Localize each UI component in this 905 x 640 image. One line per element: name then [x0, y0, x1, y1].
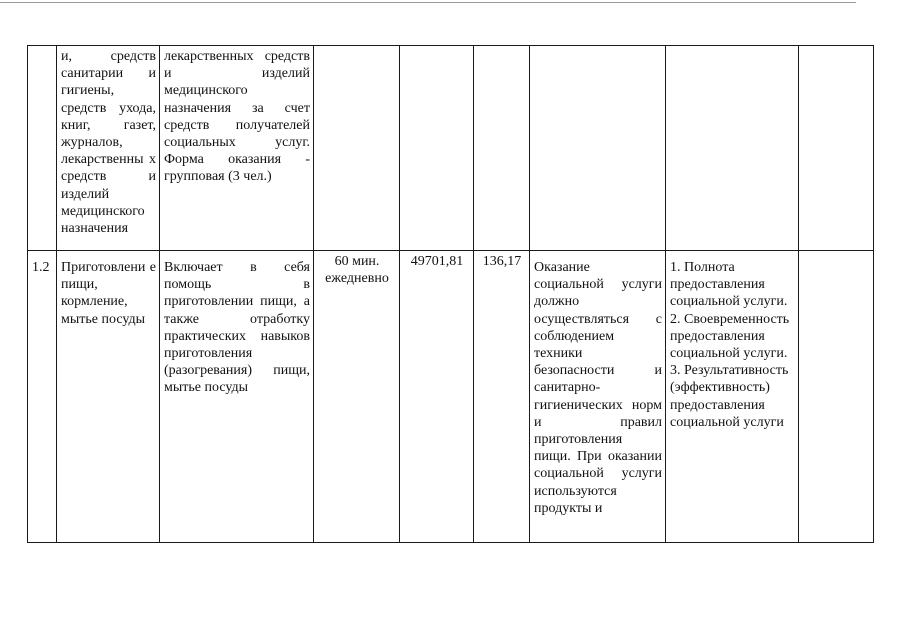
conditions-cell	[530, 251, 666, 543]
service-description: Включает в себя помощь в приготовлении пищи, а также отработку практических навыков приготовления (разогревания) пищи, мытье посуды	[164, 260, 310, 396]
table-row	[28, 46, 874, 251]
service-conditions: Оказание социальной услуги должно осуществляться с соблюдением техники безопасности и санитарно-гигиенических норм и правил приготовления пищи. При оказании социальной услуги используются продукты и	[534, 260, 662, 516]
tariff-cell	[474, 251, 530, 543]
page-top-rule	[0, 2, 856, 3]
service-name: Приготовлени е пищи, кормление, мытье посуды	[61, 260, 156, 327]
service-name-cell	[57, 251, 160, 543]
row-number-cell	[28, 251, 57, 543]
service-tariff: 136,17	[482, 254, 522, 269]
cost-cell	[400, 46, 474, 251]
duration-cell	[314, 46, 400, 251]
service-description: лекарственных средств и изделий медицинского назначения за счет средств получателей социальных услуг. Форма оказания - групповая (3 чел.)	[164, 49, 310, 185]
service-description-cell	[160, 46, 314, 251]
indicators-cell	[666, 46, 799, 251]
quality-indicators: 1. Полнота предоставления социальной услуги. 2. Своевременность предоставления социальной услуги. 3. Результативность (эффективность) предоставления социальной услуги	[670, 260, 790, 430]
cost-cell	[400, 251, 474, 543]
service-name: и, средств санитарии и гигиены, средств ухода, книг, газет, журналов, лекарственны х средств и изделий медицинского назначения	[61, 49, 156, 237]
service-name-cell	[57, 46, 160, 251]
extra-cell	[799, 251, 874, 543]
tariff-cell	[474, 46, 530, 251]
services-table	[27, 45, 874, 543]
duration-cell	[314, 251, 400, 543]
service-duration: 60 мин. ежедневно	[325, 254, 389, 287]
indicators-cell	[666, 251, 799, 543]
table-row	[28, 251, 874, 543]
service-description-cell	[160, 251, 314, 543]
row-number: 1.2	[32, 260, 50, 275]
conditions-cell	[530, 46, 666, 251]
service-cost: 49701,81	[410, 254, 464, 269]
extra-cell	[799, 46, 874, 251]
row-number-cell	[28, 46, 57, 251]
